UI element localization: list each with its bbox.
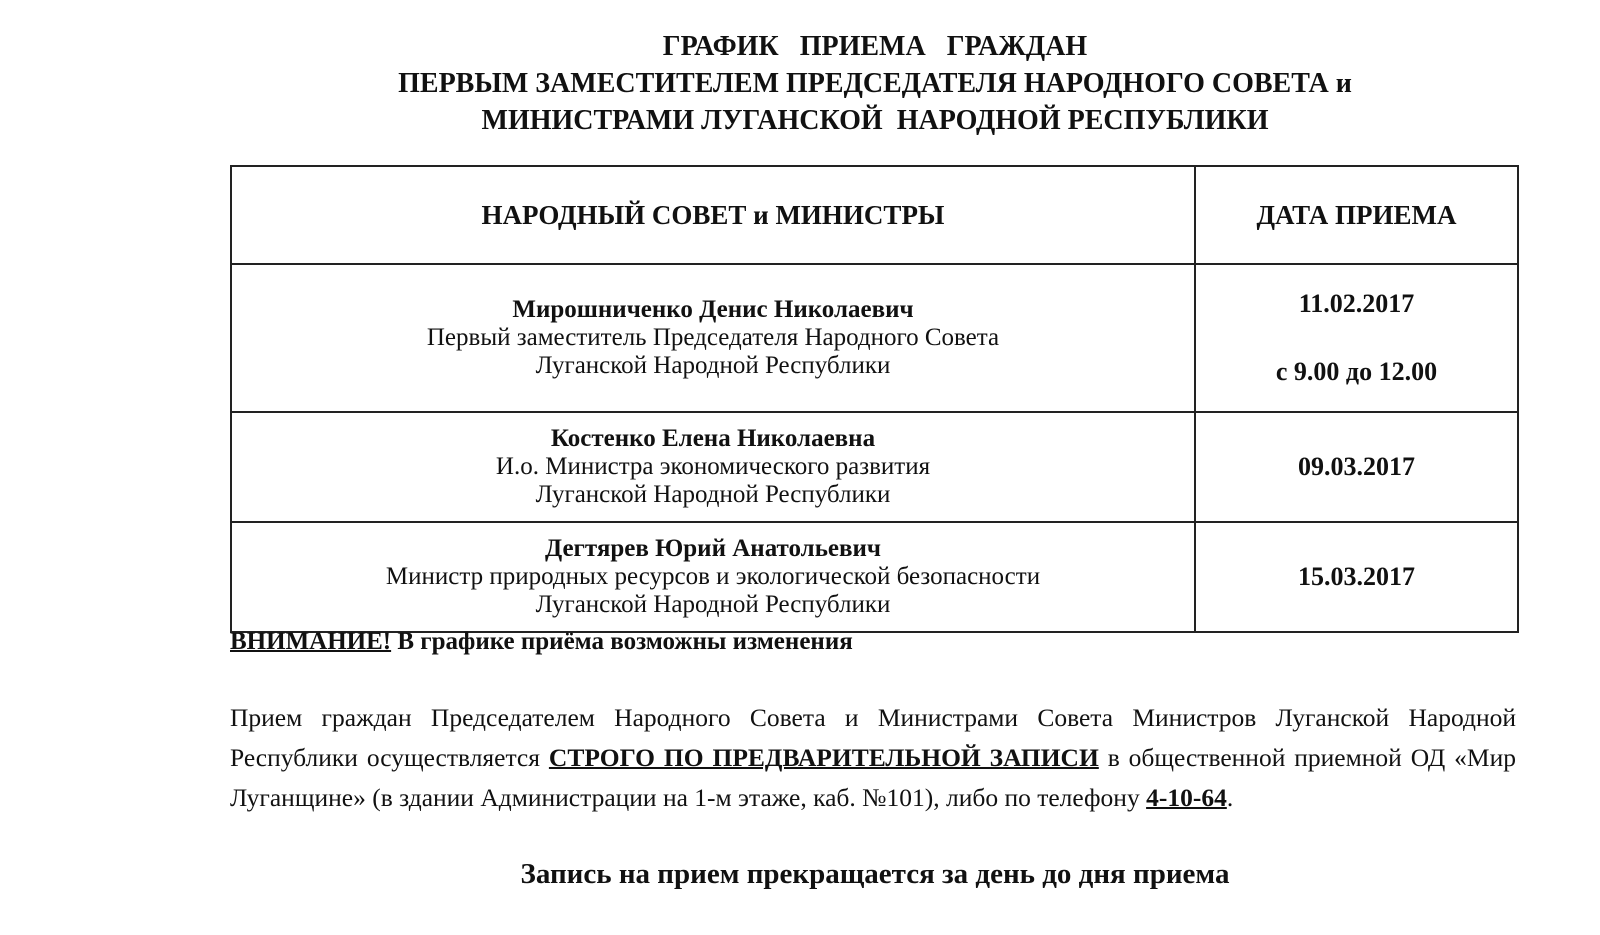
header-date: ДАТА ПРИЕМА [1195, 166, 1518, 264]
official-name: Мирошниченко Денис Николаевич [512, 296, 914, 323]
official-cell [231, 264, 1195, 412]
info-paragraph [230, 698, 1516, 818]
warning-label: ВНИМАНИЕ! [230, 628, 392, 655]
final-note: Запись на прием прекращается за день до дня приема [520, 858, 1230, 890]
document-title [300, 28, 1450, 139]
official-org: Луганской Народной Республики [535, 591, 891, 618]
official-org: Луганской Народной Республики [535, 481, 891, 508]
paragraph-text: . [1226, 783, 1234, 812]
emphasis-text: СТРОГО ПО ПРЕДВАРИТЕЛЬНОЙ ЗАПИСИ [548, 743, 1099, 772]
warning-text: В графике приёма возможны изменения [391, 628, 853, 655]
official-name: Костенко Елена Николаевна [550, 425, 876, 452]
schedule-table [230, 165, 1519, 633]
phone-number: 4-10-64 [1146, 783, 1227, 812]
paragraph-text: в общественной приемной ОД «Мир Луганщине» (в здании Администрации на 1-м этаже, каб. №101), либо по телефону [230, 743, 1516, 812]
official-position: И.о. Министра экономического развития [495, 453, 931, 480]
reception-date: 11.02.2017 [1298, 289, 1415, 318]
table-row [231, 522, 1518, 632]
reception-date: 09.03.2017 [1195, 412, 1518, 522]
table-row [231, 264, 1518, 412]
table-header-row [231, 166, 1518, 264]
reception-time: с 9.00 до 12.00 [1275, 357, 1438, 386]
reception-date: 15.03.2017 [1195, 522, 1518, 632]
paragraph-text: Прием граждан Председателем Народного Совета и Министрами Совета Министров Луганской Народной Республики осуществляется [230, 703, 1516, 772]
official-position: Первый заместитель Председателя Народного Совета [426, 324, 1000, 351]
title-line-2: ПЕРВЫМ ЗАМЕСТИТЕЛЕМ ПРЕДСЕДАТЕЛЯ НАРОДНОГО СОВЕТА и [398, 68, 1352, 99]
warning-note [230, 628, 853, 656]
header-officials: НАРОДНЫЙ СОВЕТ и МИНИСТРЫ [231, 166, 1195, 264]
title-line-1: ГРАФИК ПРИЕМА ГРАЖДАН [662, 31, 1088, 62]
date-cell [1195, 264, 1518, 412]
official-name: Дегтярев Юрий Анатольевич [544, 535, 882, 562]
official-org: Луганской Народной Республики [535, 352, 891, 379]
official-cell [231, 412, 1195, 522]
title-line-3: МИНИСТРАМИ ЛУГАНСКОЙ НАРОДНОЙ РЕСПУБЛИКИ [481, 105, 1269, 136]
official-cell [231, 522, 1195, 632]
table-row [231, 412, 1518, 522]
official-position: Министр природных ресурсов и экологической безопасности [385, 563, 1041, 590]
